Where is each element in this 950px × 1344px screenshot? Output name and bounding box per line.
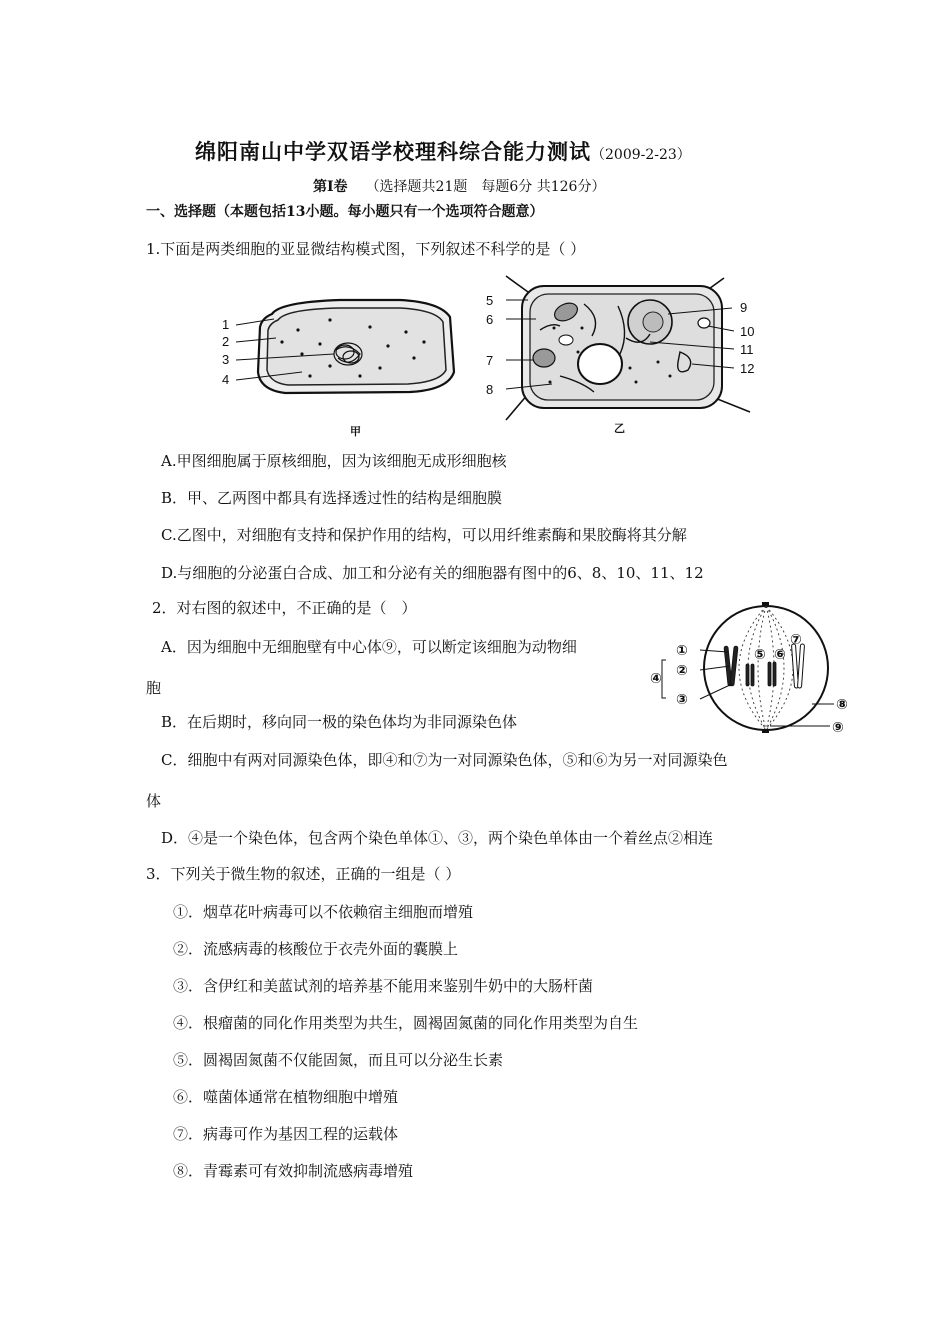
label-10: 10 (740, 324, 755, 339)
q2-option-a: A．因为细胞中无细胞壁有中心体⑨，可以断定该细胞为动物细 (161, 638, 577, 656)
caption-yi: 乙 (614, 423, 625, 435)
cell-yi-diagram (506, 276, 750, 420)
q2-option-c: C．细胞中有两对同源染色体，即④和⑦为一对同源染色体，⑤和⑥为另一对同源染色 (161, 751, 728, 769)
label-circle-3: ③ (676, 691, 688, 707)
label-4: 4 (222, 372, 230, 387)
q3-item-5: ⑤．圆褐固氮菌不仅能固氮，而且可以分泌生长素 (173, 1051, 504, 1069)
label-circle-6: ⑥ (774, 646, 786, 662)
label-circle-7: ⑦ (790, 631, 802, 647)
q3-item-8: ⑧．青霉素可有效抑制流感病毒增殖 (173, 1162, 414, 1180)
label-circle-9: ⑨ (832, 719, 844, 735)
q2-figure (650, 596, 860, 742)
label-circle-2: ② (676, 662, 688, 678)
label-7: 7 (486, 353, 494, 368)
q2-option-b: B．在后期时，移向同一极的染色体均为非同源染色体 (161, 713, 518, 731)
label-circle-1: ① (676, 642, 688, 658)
label-1: 1 (222, 317, 230, 332)
label-circle-5: ⑤ (754, 646, 766, 662)
label-6: 6 (486, 312, 494, 327)
exam-date: （2009-2-23） (591, 147, 691, 163)
q3-item-6: ⑥．噬菌体通常在植物细胞中增殖 (173, 1088, 399, 1106)
q1-option-c: C.乙图中，对细胞有支持和保护作用的结构，可以用纤维素酶和果胶酶将其分解 (161, 526, 687, 544)
q3-item-4: ④．根瘤菌的同化作用类型为共生，圆褐固氮菌的同化作用类型为自生 (173, 1014, 639, 1032)
part-label: 第Ⅰ卷 (313, 179, 348, 195)
q3-item-3: ③．含伊红和美蓝试剂的培养基不能用来鉴别牛奶中的大肠杆菌 (173, 977, 594, 995)
part-note: （选择题共21题 每题6分 共126分） (365, 179, 606, 195)
cell-jia-diagram (236, 300, 454, 393)
q2-stem: 2．对右图的叙述中，不正确的是（ ） (152, 599, 417, 617)
label-circle-4: ④ (650, 670, 662, 686)
label-11: 11 (740, 342, 754, 357)
caption-jia: 甲 (350, 426, 361, 438)
q3-item-7: ⑦．病毒可作为基因工程的运载体 (173, 1125, 399, 1143)
document-title: 绵阳南山中学双语学校理科综合能力测试（2009-2-23） (195, 139, 691, 164)
label-5: 5 (486, 293, 494, 308)
label-3: 3 (222, 352, 230, 367)
label-9: 9 (740, 300, 748, 315)
label-8: 8 (486, 382, 494, 397)
q1-option-a: A.甲图细胞属于原核细胞，因为该细胞无成形细胞核 (161, 452, 507, 470)
q1-stem: 1.下面是两类细胞的亚显微结构模式图，下列叙述不科学的是（ ） (146, 240, 586, 258)
label-12: 12 (740, 361, 755, 376)
q2-option-a-cont: 胞 (146, 679, 162, 697)
label-circle-8: ⑧ (836, 696, 848, 712)
q3-item-2: ②．流感病毒的核酸位于衣壳外面的囊膜上 (173, 940, 459, 958)
part-heading (313, 177, 605, 197)
section-heading: 一、选择题（本题包括13小题。每小题只有一个选项符合题意） (146, 204, 544, 220)
q1-option-b: B．甲、乙两图中都具有选择透过性的结构是细胞膜 (161, 489, 503, 507)
label-2: 2 (222, 334, 230, 349)
q2-option-d: D．④是一个染色体，包含两个染色单体①、③，两个染色单体由一个着丝点②相连 (161, 829, 714, 847)
q1-figure (210, 272, 770, 442)
q3-stem: 3．下列关于微生物的叙述，正确的一组是（ ） (146, 865, 461, 883)
q1-option-d: D.与细胞的分泌蛋白合成、加工和分泌有关的细胞器有图中的6、8、10、11、12 (161, 564, 704, 582)
q2-option-c-cont: 体 (146, 792, 162, 810)
q3-item-1: ①．烟草花叶病毒可以不依赖宿主细胞而增殖 (173, 903, 474, 921)
